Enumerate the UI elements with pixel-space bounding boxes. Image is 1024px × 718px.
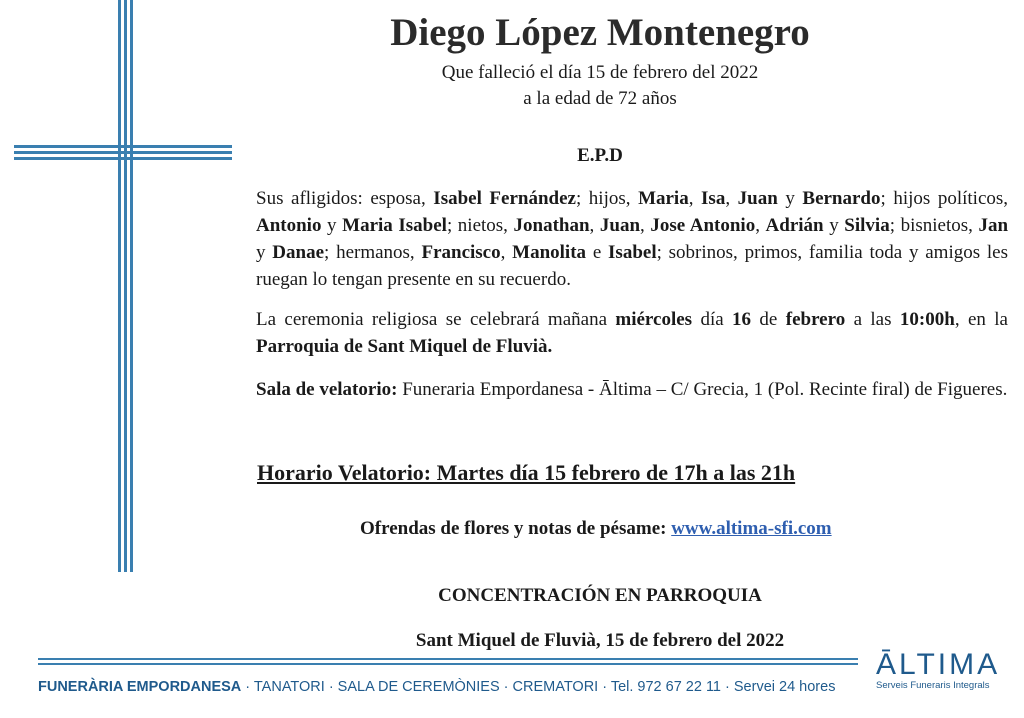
cross-icon xyxy=(0,0,240,580)
altima-logo xyxy=(876,648,1001,691)
footer-divider xyxy=(38,658,858,670)
logo-tagline: Serveis Funeraris Integrals xyxy=(876,680,990,691)
offerings-line: Ofrendas de flores y notas de pésame: www.altima-sfi.com xyxy=(360,518,832,539)
deceased-name: Diego López Montenegro xyxy=(390,11,810,54)
epd-label: E.P.D xyxy=(577,145,623,166)
website-link[interactable]: www.altima-sfi.com xyxy=(671,518,832,539)
family-paragraph: Sus afligidos: esposa, Isabel Fernández; hijos, Maria, Isa, Juan y Bernardo; hijos políticos, Antonio y Maria Isabel; nietos, Jonathan, Juan, Jose Antonio, Adrián y Silvia; bisnietos, Jan y Danae; hermanos, Francisco, Manolita e Isabel; sobrinos, primos, familia toda y amigos les ruegan lo tengan presente en su recuerdo. xyxy=(256,188,1009,290)
wake-schedule: Horario Velatorio: Martes día 15 febrero de 17h a las 21h xyxy=(257,460,796,485)
concentration-heading: CONCENTRACIÓN EN PARROQUIA xyxy=(438,585,762,606)
wake-room-paragraph: Sala de velatorio: Funeraria Empordanesa - Āltima – C/ Grecia, 1 (Pol. Recinte firal) de Figueres. xyxy=(256,379,1008,400)
place-date: Sant Miquel de Fluvià, 15 de febrero del 2022 xyxy=(415,630,785,651)
logo-name: ĀLTIMA xyxy=(876,648,1001,681)
death-date-line: Que falleció el día 15 de febrero del 2022 xyxy=(441,62,759,83)
ceremony-paragraph: La ceremonia religiosa se celebrará mañana miércoles día 16 de febrero a las 10:00h, en la Parroquia de Sant Miquel de Fluvià. xyxy=(256,309,1008,357)
age-line: a la edad de 72 años xyxy=(523,88,677,109)
footer-services: FUNERÀRIA EMPORDANESA · TANATORI · SALA DE CEREMÒNIES · CREMATORI · Tel. 972 67 22 11 · Servei 24 hores xyxy=(38,679,836,695)
